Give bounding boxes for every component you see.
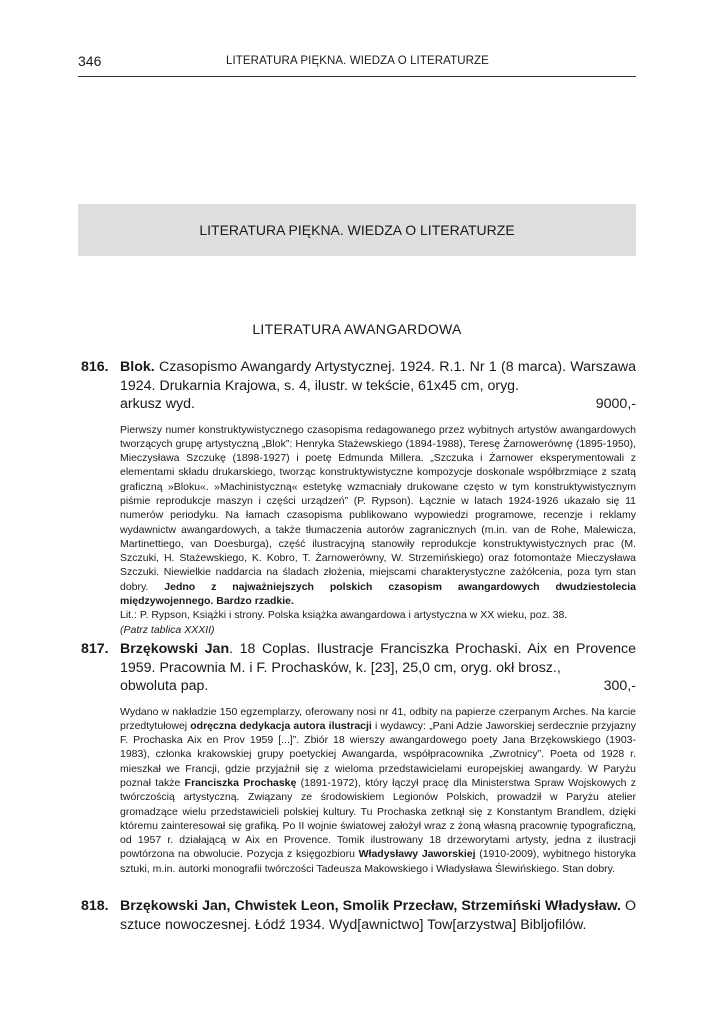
entry-notes-text bbox=[120, 706, 636, 875]
running-title: LITERATURA PIĘKNA. WIEDZA O LITERATURZE bbox=[226, 55, 489, 67]
plate-reference: (Patrz tablica XXXII) bbox=[120, 623, 215, 636]
literature-reference: Lit.: P. Rypson, Książki i strony. Polska książka awangardowa i artystyczna w XX wieku, poz. 38. bbox=[120, 609, 568, 622]
emphasis-text: odręczna dedykacja autora ilustracji bbox=[190, 719, 372, 732]
entry-notes bbox=[120, 705, 636, 877]
entry-title: Brzękowski Jan bbox=[120, 641, 230, 657]
entry-title: Brzękowski Jan, Chwistek Leon, Smolik Przecław, Strzemiński Władysław. bbox=[120, 898, 621, 914]
entry-notes bbox=[120, 423, 636, 637]
subsection-title: LITERATURA AWANGARDOWA bbox=[252, 321, 462, 337]
entry-price: 300,- bbox=[603, 678, 636, 694]
body-text: (1910-2009), wybitnego historyka sztuki, m.in. autorki monografii twórczości Tadeusza Makowskiego i Władysława Ślewińskiego. Stan dobry. bbox=[120, 848, 636, 875]
entry-notes-text bbox=[120, 424, 636, 608]
entry-format: arkusz wyd. bbox=[120, 396, 195, 412]
entry-last-line bbox=[120, 395, 636, 414]
section-title-band bbox=[78, 204, 636, 256]
entry-last-line bbox=[120, 677, 636, 696]
emphasis-text: Władysławy Jaworskiej bbox=[358, 848, 476, 861]
body-text: Wydano w nakładzie 150 egzemplarzy, oferowany nosi nr 41, odbity na papierze czerpanym Arches. Na karcie przedtytułowej bbox=[120, 705, 636, 732]
entry-price: 9000,- bbox=[595, 396, 636, 412]
entry-format: obwoluta pap. bbox=[120, 678, 209, 694]
entry-head bbox=[78, 358, 636, 414]
entry-description: . 18 Coplas. Ilustracje Franciszka Prochaski. Aix en Provence 1959. Pracownia M. i F. Prochasków, k. [23], 25,0 cm, oryg. okł brosz., bbox=[120, 641, 636, 676]
entry-description: Czasopismo Awangardy Artystycznej. 1924. R.1. Nr 1 (8 marca). Warszawa 1924. Drukarnia Krajowa, s. 4, ilustr. w tekście, 61x45 cm, oryg. bbox=[120, 359, 636, 394]
entry-head bbox=[78, 640, 636, 696]
catalog-entry-817 bbox=[78, 640, 636, 876]
entry-description: O sztuce nowoczesnej. Łódź 1934. Wyd[awnictwo] Tow[arzystwa] Bibljofilów. bbox=[120, 898, 636, 933]
body-text: i wydawcy: „Pani Adzie Jaworskiej serdecznie przyjazny F. Prochaska Aix en Prov 1959 [...]”. Zbiór 18 wierszy awangardowego poety Jana Brzękowskiego (1903-1983), członka krakowskiej grupy poetyckiej Awangarda, współpracownika „Zwrotnicy”. Poeta od 1928 r. mieszkał we Francji, gdzie przyjaźnił się z wieloma przedstawicielami europejskiej awangardy. W Paryżu poznał także bbox=[120, 719, 636, 789]
section-title: LITERATURA PIĘKNA. WIEDZA O LITERATURZE bbox=[199, 222, 515, 238]
emphasis-text: Franciszka Prochaskę bbox=[184, 776, 297, 789]
body-text: (1891-1972), który łączył pracę dla Ministerstwa Spraw Wojskowych z twórczością artystyczną. Związany ze środowiskiem Legionów Polskich, prowadził w Paryżu atelier gromadzące wielu przedstawicieli polskiej kultury. Tu Prochaska zetknął się z Konstantym Brandlem, dzięki któremu zainteresował się grafiką. Po II wojnie światowej założył wraz z żoną własną pracownię typograficzną, od 1957 r. działającą w Aix en Provence. Tomik ilustrowany 18 drzeworytami artysty, jedna z ilustracji powtórzona na obwolucie. Pozycja z księgozbioru bbox=[120, 776, 637, 861]
entry-title: Blok. bbox=[120, 359, 155, 375]
entry-number: 817. bbox=[81, 641, 109, 657]
entry-number: 816. bbox=[81, 359, 109, 375]
page-number: 346 bbox=[78, 53, 102, 69]
body-text: Pierwszy numer konstruktywistycznego czasopisma redagowanego przez wybitnych artystów awangardowych tworzących grupę artystyczną „Blok”: Henryka Stażewskiego (1894-1988), Teresę Żarnowerównę (1895-1950), Mieczysława Szczukę (1898-1927) i poetę Edmunda Millera. „Szczuka i Żarnower eksperymentowali z elementami składu drukarskiego, tworząc konstruktywistyczne kompozycje doskonale współbrzmiące z szatą graficzną »Bloku«. »Machinistyczną« estetykę wzmacniały drukowane często w tym konstruktywistycznym piśmie reprodukcje maszyn i części urządzeń” (P. Rypson). Łącznie w latach 1924-1926 ukazało się 11 numerów periodyku. Na łamach czasopisma publikowano wypowiedzi programowe, recenzje i reklamy wydawnictw awangardowych, a także tłumaczenia autorów zagranicznych (m.in. van de Rohe, Malewicza, Martinettiego, van Doesburga), część ilustracyjną stanowiły reprodukcje konstruktywistycznych prac (M. Szczuki, H. Stażewskiego, K. Kobro, T. Żarnowerówny, W. Strzemińskiego) oraz fotomontaże Mieczysława Szczuki. Niewielkie naddarcia na śladach złożenia, miejscami charakterystyczne zażółcenia, poza tym stan dobry. bbox=[120, 423, 636, 593]
entry-head bbox=[78, 897, 636, 934]
running-header bbox=[78, 52, 636, 77]
catalog-entry-816 bbox=[78, 358, 636, 637]
emphasis-text: Jedno z najważniejszych polskich czasopism awangardowych dwudziestolecia międzywojennego. Bardzo rzadkie. bbox=[120, 580, 636, 608]
entry-number: 818. bbox=[81, 898, 109, 914]
catalog-entry-818 bbox=[78, 897, 636, 934]
